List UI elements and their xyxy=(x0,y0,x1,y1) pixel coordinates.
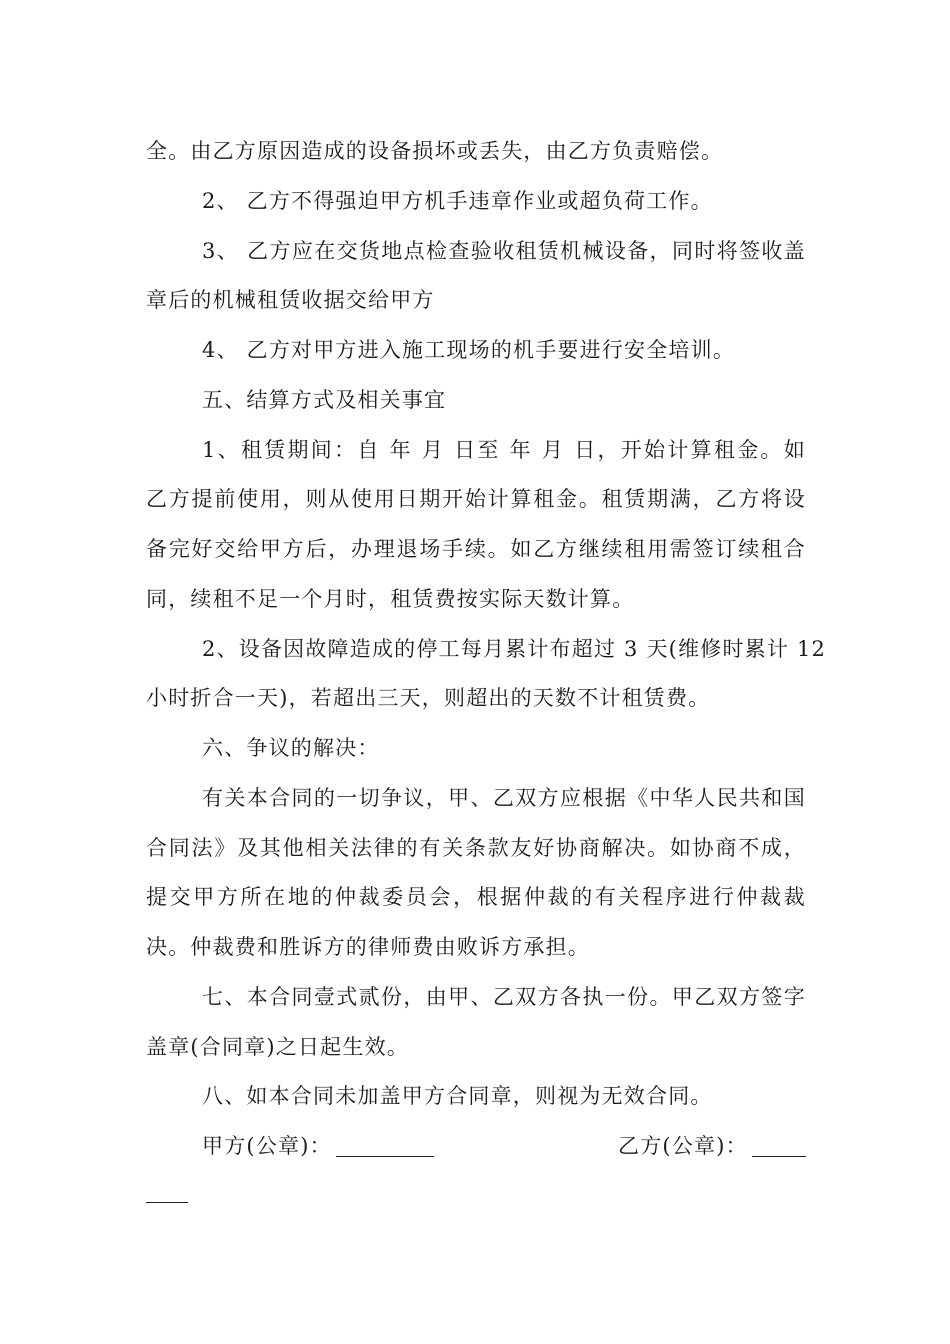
party-b-signature-blank xyxy=(752,1156,806,1157)
settlement-clause-1: 1、租赁期间：自 年 月 日至 年 月 日，开始计算租金。如 xyxy=(202,438,806,462)
paragraph-line: 全。由乙方原因造成的设备损坏或丢失，由乙方负责赔偿。 xyxy=(146,139,724,163)
clause-3: 3、 乙方应在交货地点检查验收租赁机械设备，同时将签收盖 xyxy=(202,239,806,263)
clause-2: 2、 乙方不得强迫甲方机手违章作业或超负荷工作。 xyxy=(202,189,713,213)
section-heading-5: 五、结算方式及相关事宜 xyxy=(202,388,447,412)
paragraph-line: 盖章(合同章)之日起生效。 xyxy=(146,1035,409,1059)
party-b-seal-label: 乙方(公章)： xyxy=(618,1134,748,1158)
paragraph-line: 提交甲方所在地的仲裁委员会，根据仲裁的有关程序进行仲裁裁 xyxy=(146,885,806,909)
paragraph-line: 章后的机械租赁收据交给甲方 xyxy=(146,288,435,312)
settlement-clause-2: 2、设备因故障造成的停工每月累计布超过 3 天(维修时累计 12 xyxy=(202,637,827,661)
section-8: 八、如本合同未加盖甲方合同章，则视为无效合同。 xyxy=(202,1084,713,1108)
paragraph-line: 小时折合一天)，若超出三天，则超出的天数不计租赁费。 xyxy=(146,686,711,710)
paragraph-line: 乙方提前使用，则从使用日期开始计算租金。租赁期满，乙方将设 xyxy=(146,487,806,511)
paragraph-line: 备完好交给甲方后，办理退场手续。如乙方继续租用需签订续租合 xyxy=(146,537,806,561)
section-7: 七、本合同壹式贰份，由甲、乙双方各执一份。甲乙双方签字 xyxy=(202,985,806,1009)
party-a-signature-blank xyxy=(336,1156,434,1157)
party-b-signature-blank-continued xyxy=(146,1202,188,1203)
party-a-seal-label: 甲方(公章)： xyxy=(202,1134,332,1158)
paragraph-line: 决。仲裁费和胜诉方的律师费由败诉方承担。 xyxy=(146,935,590,959)
paragraph-line: 同，续租不足一个月时，租赁费按实际天数计算。 xyxy=(146,587,635,611)
paragraph-line: 合同法》及其他相关法律的有关条款友好协商解决。如协商不成， xyxy=(146,836,806,860)
dispute-paragraph: 有关本合同的一切争议，甲、乙双方应根据《中华人民共和国 xyxy=(202,786,806,810)
clause-4: 4、 乙方对甲方进入施工现场的机手要进行安全培训。 xyxy=(202,338,736,362)
section-heading-6: 六、争议的解决： xyxy=(202,736,380,760)
